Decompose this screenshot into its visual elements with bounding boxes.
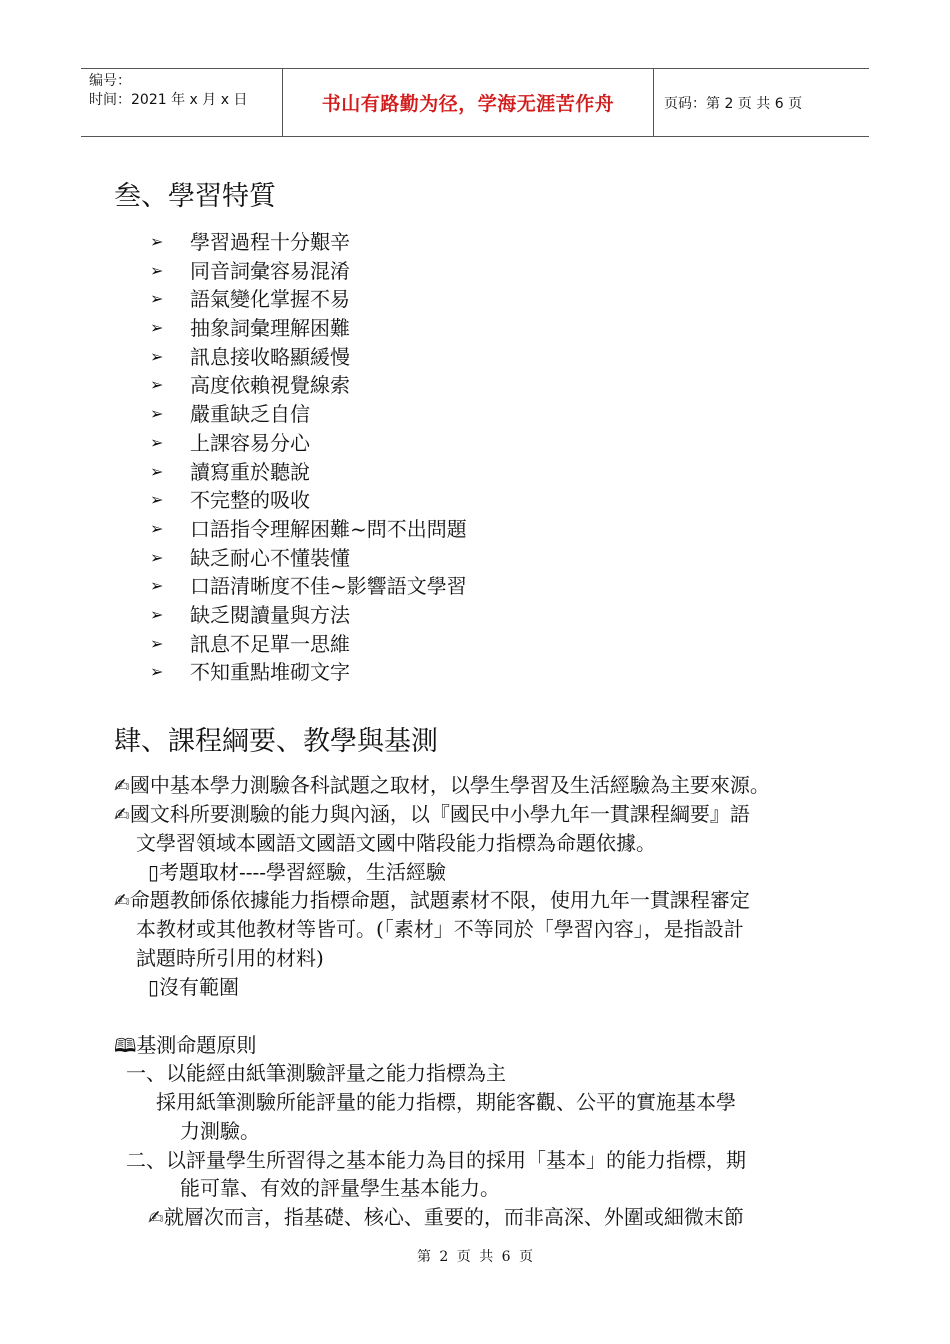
- list-item-text: 口語清晰度不佳~影響語文學習: [190, 574, 467, 599]
- list-item: [150, 486, 467, 515]
- arrow-bullet-icon: ➢: [150, 346, 164, 366]
- principle-1-title: 一、以能經由紙筆測驗評量之能力指標為主: [126, 1061, 506, 1085]
- arrow-bullet-icon: ➢: [150, 404, 164, 424]
- pen-icon: ✍: [114, 775, 130, 797]
- paragraph-2-line1: ✍國文科所要測驗的能力與內涵，以『國民中小學九年一貫課程綱要』語: [114, 802, 750, 826]
- principle-2-line1: 二、以評量學生所習得之基本能力為目的採用「基本」的能力指標，期: [126, 1148, 746, 1172]
- header-meta: [81, 69, 283, 136]
- list-item: [150, 544, 467, 573]
- arrow-bullet-icon: ➢: [150, 289, 164, 309]
- page-header: [81, 68, 869, 137]
- list-item: [150, 343, 467, 372]
- arrow-bullet-icon: ➢: [150, 518, 164, 538]
- list-item: [150, 314, 467, 343]
- arrow-bullet-icon: ➢: [150, 662, 164, 682]
- list-item-text: 缺乏閱讀量與方法: [190, 602, 350, 627]
- list-item-text: 缺乏耐心不懂裝懂: [190, 545, 350, 570]
- list-item: [150, 285, 467, 314]
- list-item-text: 語氣變化掌握不易: [190, 287, 350, 312]
- list-item-text: 同音詞彙容易混淆: [190, 258, 350, 283]
- list-item-text: 訊息接收略顯緩慢: [190, 344, 350, 369]
- paragraph-3-line1: ✍命題教師係依據能力指標命題，試題素材不限，使用九年一貫課程審定: [114, 888, 750, 912]
- list-item-text: 嚴重缺乏自信: [190, 402, 310, 427]
- page-footer: 第 2 页 共 6 页: [416, 1249, 534, 1265]
- list-item-text: 學習過程十分艱辛: [190, 230, 350, 254]
- header-page-number: 页码：第 2 页 共 6 页: [664, 95, 803, 112]
- paragraph-2-sub: ▯考題取材----學習經驗，生活經驗: [148, 860, 447, 884]
- arrow-bullet-icon: ➢: [150, 461, 164, 481]
- principle-2-sub: ✍就層次而言，指基礎、核心、重要的，而非高深、外圍或細微末節: [148, 1205, 744, 1229]
- arrow-bullet-icon: ➢: [150, 318, 164, 338]
- pen-icon: ✍: [114, 804, 130, 826]
- header-motto: 书山有路勤为径，学海无涯苦作舟: [283, 69, 654, 136]
- list-item-text: 上課容易分心: [190, 430, 310, 455]
- arrow-bullet-icon: ➢: [150, 633, 164, 653]
- list-item: [150, 601, 467, 630]
- list-item-text: 口語指令理解困難~問不出問題: [190, 516, 467, 541]
- arrow-bullet-icon: ➢: [150, 547, 164, 567]
- pen-icon: ✍: [148, 1207, 164, 1229]
- section4-title: 肆、課程綱要、教學與基測: [114, 726, 438, 757]
- list-item: [150, 515, 467, 544]
- arrow-bullet-icon: ➢: [150, 375, 164, 395]
- list-item-text: 不知重點堆砌文字: [190, 660, 350, 685]
- list-item: [150, 458, 467, 487]
- list-item-text: 高度依賴視覺線索: [190, 373, 350, 398]
- header-number: 编号：: [89, 73, 131, 89]
- arrow-bullet-icon: ➢: [150, 232, 164, 251]
- paragraph-2-line2: 文學習領域本國語文國語文國中階段能力指標為命題依據。: [136, 831, 656, 855]
- paragraph-3-sub: ▯沒有範圍: [148, 975, 240, 999]
- principles-heading: 🕮基測命題原則: [114, 1033, 257, 1057]
- arrow-bullet-icon: ➢: [150, 576, 164, 596]
- learning-traits-list: [150, 228, 467, 687]
- square-marker-icon: ▯: [148, 860, 160, 884]
- list-item: [150, 658, 467, 687]
- list-item: [150, 572, 467, 601]
- list-item-text: 抽象詞彙理解困難: [190, 316, 350, 341]
- square-marker-icon: ▯: [148, 975, 160, 999]
- list-item: [150, 630, 467, 659]
- principle-1-line1: 採用紙筆測驗所能評量的能力指標，期能客觀、公平的實施基本學: [156, 1090, 736, 1114]
- paragraph-3-line3: 試題時所引用的材料): [136, 946, 324, 970]
- arrow-bullet-icon: ➢: [150, 490, 164, 510]
- list-item: [150, 228, 467, 257]
- list-item: [150, 429, 467, 458]
- list-item-text: 讀寫重於聽說: [190, 459, 310, 484]
- paragraph-3-line2: 本教材或其他教材等皆可。(「素材」不等同於「學習內容」，是指設計: [136, 917, 744, 941]
- principle-1-line2: 力測驗。: [180, 1119, 260, 1143]
- list-item: [150, 257, 467, 286]
- book-icon: 🕮: [114, 1035, 137, 1057]
- pen-icon: ✍: [114, 890, 130, 912]
- principle-2-line2: 能可靠、有效的評量學生基本能力。: [180, 1176, 500, 1200]
- list-item: [150, 371, 467, 400]
- list-item: [150, 400, 467, 429]
- section3-title: 叁、學習特質: [114, 181, 276, 212]
- list-item-text: 不完整的吸收: [190, 488, 310, 513]
- list-item-text: 訊息不足單一思維: [190, 631, 350, 656]
- arrow-bullet-icon: ➢: [150, 604, 164, 624]
- paragraph-1: ✍國中基本學力測驗各科試題之取材，以學生學習及生活經驗為主要來源。: [114, 773, 770, 797]
- arrow-bullet-icon: ➢: [150, 260, 164, 280]
- header-time: 时间：2021 年 x 月 x 日: [89, 92, 248, 108]
- arrow-bullet-icon: ➢: [150, 432, 164, 452]
